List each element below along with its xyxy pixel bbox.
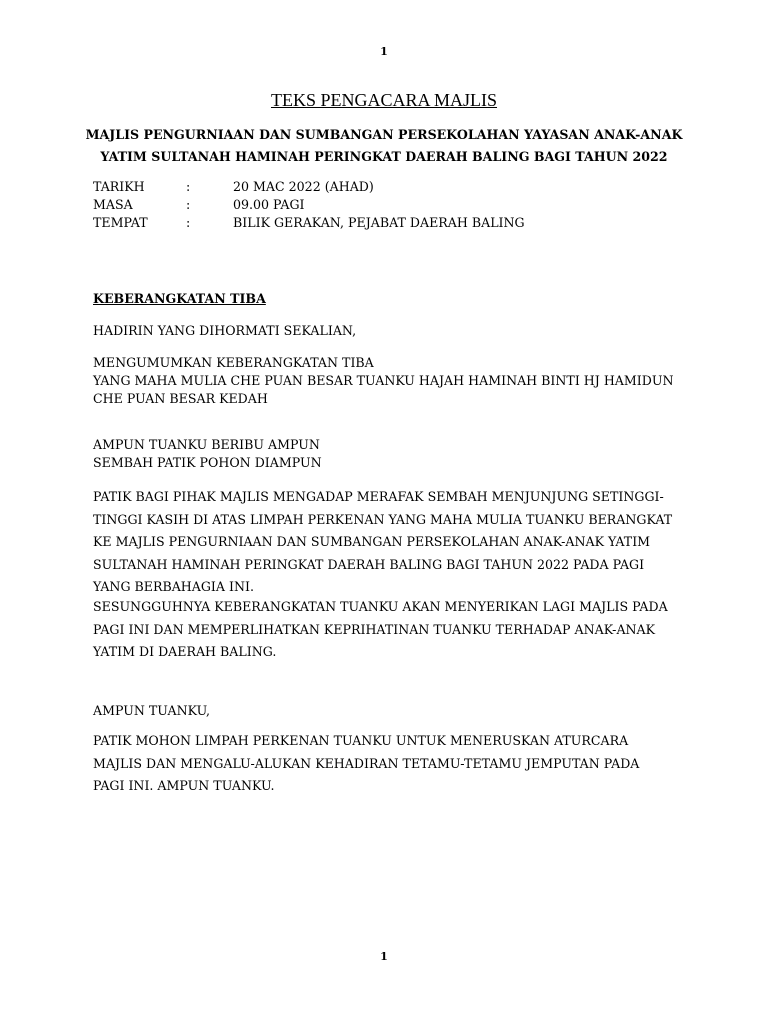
detail-separator: : — [186, 197, 191, 212]
paragraph-line: SESUNGGUHNYA KEBERANGKATAN TUANKU AKAN MENYERIKAN LAGI MAJLIS PADA — [93, 599, 668, 614]
announcement-line: CHE PUAN BESAR KEDAH — [93, 391, 268, 406]
paragraph-line: PAGI INI DAN MEMPERLIHATKAN KEPRIHATINAN TUANKU TERHADAP ANAK-ANAK — [93, 621, 656, 637]
ampun-line: AMPUN TUANKU BERIBU AMPUN — [93, 437, 320, 452]
detail-row-venue — [93, 214, 653, 232]
paragraph-appreciation — [93, 596, 683, 664]
paragraph-line: PAGI INI. AMPUN TUANKU. — [93, 778, 275, 794]
page-number-bottom: 1 — [380, 950, 388, 963]
paragraph-welcome — [93, 486, 683, 599]
detail-label: TEMPAT — [93, 215, 148, 230]
detail-value: 20 MAC 2022 (AHAD) — [233, 179, 374, 194]
greeting: HADIRIN YANG DIHORMATI SEKALIAN, — [93, 323, 357, 338]
detail-row-date — [93, 178, 653, 196]
ampun-line: SEMBAH PATIK POHON DIAMPUN — [93, 455, 322, 470]
paragraph-closing — [93, 730, 683, 798]
subtitle-line: MAJLIS PENGURNIAAN DAN SUMBANGAN PERSEKOLAHAN YAYASAN ANAK-ANAK — [85, 127, 683, 142]
ampun-short: AMPUN TUANKU, — [93, 703, 211, 718]
event-details — [93, 178, 653, 232]
detail-label: MASA — [93, 197, 133, 212]
subtitle-line: YATIM SULTANAH HAMINAH PERINGKAT DAERAH BALING BAGI TAHUN 2022 — [100, 149, 668, 164]
detail-value: 09.00 PAGI — [233, 197, 305, 212]
ampun-greeting — [93, 436, 683, 472]
paragraph-line: TINGGI KASIH DI ATAS LIMPAH PERKENAN YANG MAHA MULIA TUANKU BERANGKAT — [93, 511, 673, 527]
announcement-line: YANG MAHA MULIA CHE PUAN BESAR TUANKU HAJAH HAMINAH BINTI HJ HAMIDUN — [93, 373, 674, 388]
paragraph-line: PATIK BAGI PIHAK MAJLIS MENGADAP MERAFAK SEMBAH MENJUNJUNG SETINGGI- — [93, 489, 664, 504]
paragraph-line: PATIK MOHON LIMPAH PERKENAN TUANKU UNTUK MENERUSKAN ATURCARA — [93, 733, 629, 748]
detail-separator: : — [186, 215, 191, 230]
announcement-line: MENGUMUMKAN KEBERANGKATAN TIBA — [93, 355, 374, 370]
page-number-top: 1 — [380, 45, 388, 58]
paragraph-line: KE MAJLIS PENGURNIAAN DAN SUMBANGAN PERSEKOLAHAN ANAK-ANAK YATIM — [93, 534, 651, 550]
detail-value: BILIK GERAKAN, PEJABAT DAERAH BALING — [233, 215, 525, 230]
detail-row-time — [93, 196, 653, 214]
paragraph-line: SULTANAH HAMINAH PERINGKAT DAERAH BALING BAGI TAHUN 2022 PADA PAGI — [93, 556, 645, 572]
paragraph-line: MAJLIS DAN MENGALU-ALUKAN KEHADIRAN TETAMU-TETAMU JEMPUTAN PADA — [93, 755, 640, 771]
detail-label: TARIKH — [93, 179, 145, 194]
paragraph-line: YANG BERBAHAGIA INI. — [93, 579, 254, 595]
document-title: TEKS PENGACARA MAJLIS — [270, 90, 498, 110]
announcement — [93, 354, 683, 408]
event-subtitle — [80, 124, 688, 168]
paragraph-line: YATIM DI DAERAH BALING. — [93, 644, 277, 660]
detail-separator: : — [186, 179, 191, 194]
section-heading: KEBERANGKATAN TIBA — [93, 291, 266, 306]
